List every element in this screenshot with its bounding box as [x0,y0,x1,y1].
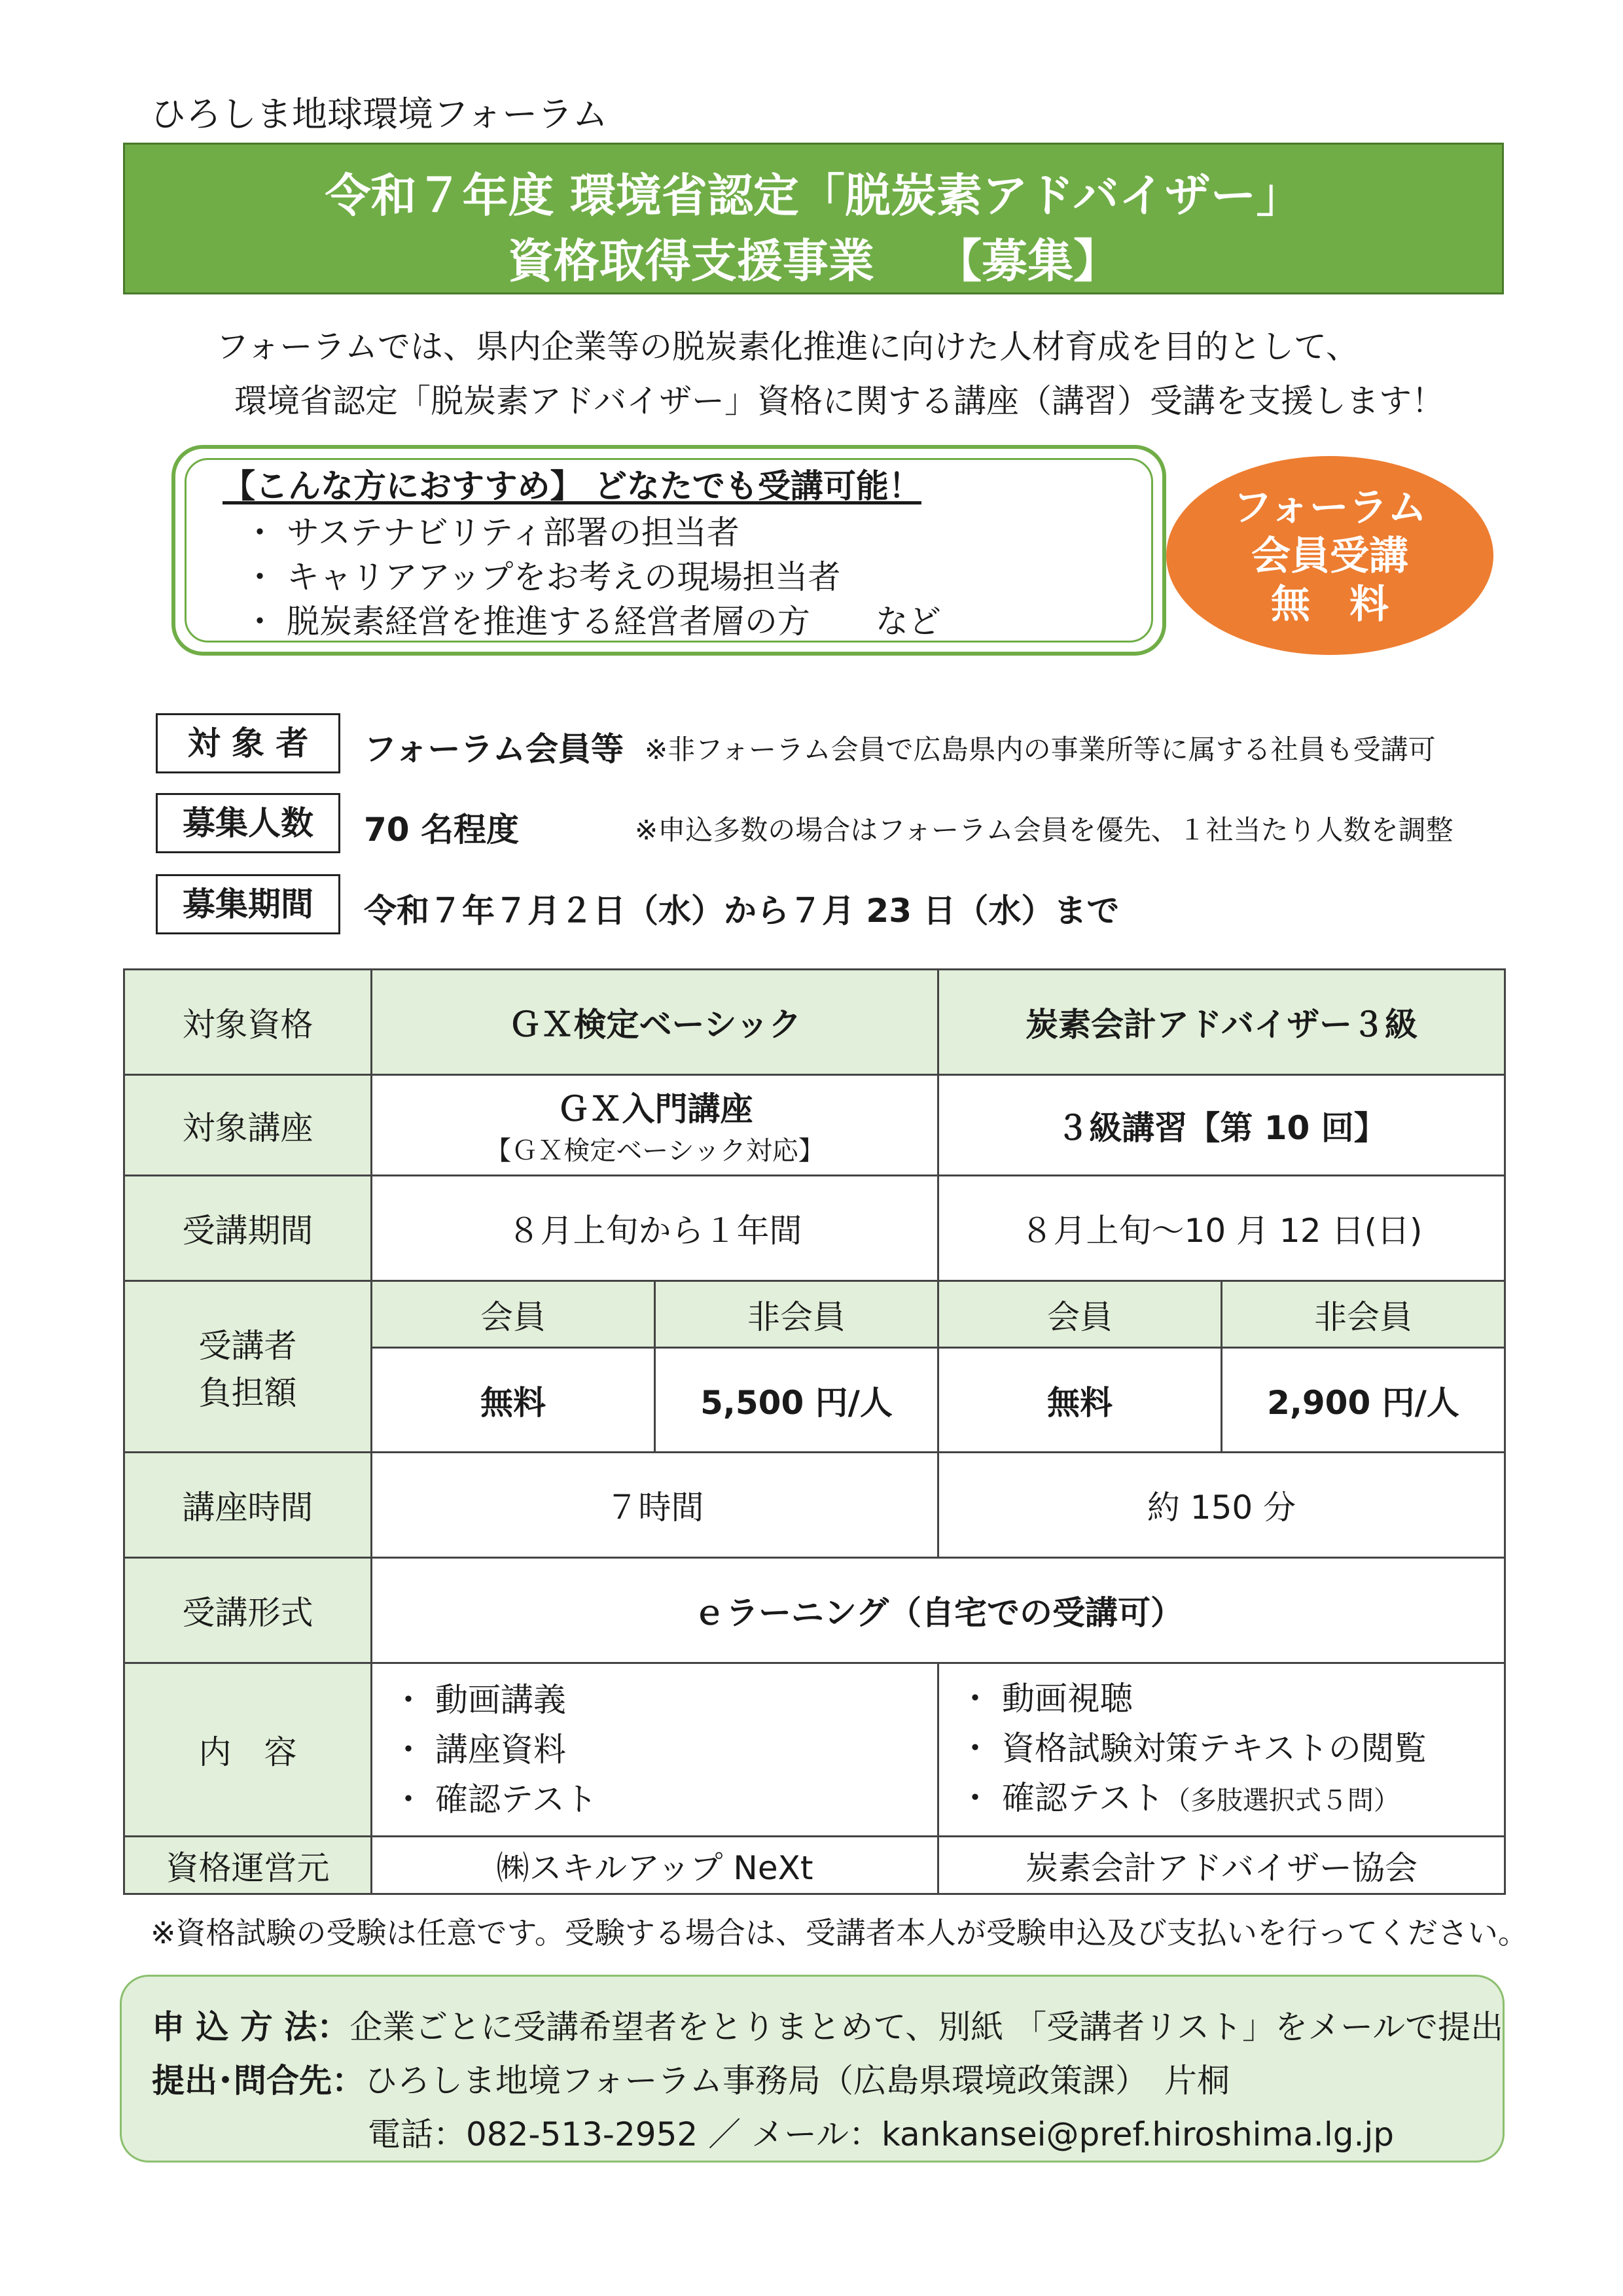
organization-name: ひろしま地球環境フォーラム [151,94,608,135]
fee-label-line-1: 受講者 [198,1326,297,1365]
qualification-b: 炭素会計アドバイザー３級 [938,970,1505,1075]
hours-a: ７時間 [372,1453,938,1558]
content-b [938,1663,1505,1837]
fee-header-nonmember-a: 非会員 [655,1281,938,1348]
target-label: 対 象 者 [156,713,340,773]
recommend-item: ・ サステナビリティ部署の担当者 [243,514,740,552]
format-value: ｅラーニング（自宅での受講可） [372,1558,1505,1663]
content-b-item-main: ・ 確認テスト [959,1779,1164,1817]
table-row [124,970,1505,1075]
member-free-badge [1166,456,1493,655]
row-label-fee [124,1281,372,1453]
target-note: ※非フォーラム会員で広島県内の事業所等に属する社員も受講可 [645,733,1436,766]
apply-contact [152,2055,1230,2102]
qualification-a: ＧＸ検定ベーシック [372,970,938,1075]
content-b-item: ・ 動画視聴 [959,1680,1133,1718]
row-label-course: 対象講座 [124,1075,372,1176]
apply-contact-label: 提出･問合先： [152,2062,365,2100]
intro-line-1: フォーラムでは、県内企業等の脱炭素化推進に向けた人材育成を目的として、 [216,328,1359,366]
table-row [124,1176,1505,1281]
course-a-sub: 【ＧＸ検定ベーシック対応】 [485,1136,825,1166]
course-a-main: ＧＸ入門講座 [556,1090,753,1128]
badge-line-3: 無 料 [1271,582,1389,627]
fee-header-member-a: 会員 [372,1281,655,1348]
table-row [124,1075,1505,1176]
capacity-label: 募集人数 [156,793,340,853]
fee-label-line-2: 負担額 [198,1373,297,1412]
content-b-item-note: （多肢選択式５問） [1164,1786,1400,1816]
row-label-operator: 資格運営元 [124,1837,372,1894]
table-row [124,1281,1505,1348]
course-b: ３級講習【第 10 回】 [938,1075,1505,1176]
content-a-item: ・ 確認テスト [392,1780,597,1818]
operator-b: 炭素会計アドバイザー協会 [938,1837,1505,1894]
apply-contact-value: ひろしま地境フォーラム事務局（広島県環境政策課） 片桐 [365,2062,1230,2100]
apply-phone-mail: 電話：082-513-2952 ／ メール：kankansei@pref.hiroshima.lg.jp [368,2115,1394,2153]
content-b-item: ・ 資格試験対策テキストの閲覧 [959,1729,1427,1767]
table-row [124,1453,1505,1558]
badge-line-1: フォーラム [1232,485,1427,531]
course-table [123,968,1506,1895]
apply-method [152,2001,1503,2048]
fee-a-member: 無料 [372,1348,655,1453]
row-label-duration: 受講期間 [124,1176,372,1281]
apply-method-value: 企業ごとに受講希望者をとりまとめて、別紙 「受講者リスト」をメールで提出 [349,2008,1504,2046]
row-label-hours: 講座時間 [124,1453,372,1558]
content-a [372,1663,938,1837]
capacity-value: 70 名程度 [364,811,519,849]
fee-b-member: 無料 [938,1348,1222,1453]
content-a-item: ・ 動画講義 [392,1681,566,1719]
duration-a: ８月上旬から１年間 [372,1176,938,1281]
fee-a-nonmember: 5,500 円/人 [655,1348,938,1453]
fee-header-member-b: 会員 [938,1281,1222,1348]
recommend-heading: 【こんな方におすすめ】 どなたでも受講可能！ [223,467,921,505]
row-label-qualification: 対象資格 [124,970,372,1075]
operator-a: ㈱スキルアップ NeXt [372,1837,938,1894]
row-label-content: 内 容 [124,1663,372,1837]
row-label-format: 受講形式 [124,1558,372,1663]
capacity-note: ※申込多数の場合はフォーラム会員を優先、１社当たり人数を調整 [635,814,1454,846]
content-a-item: ・ 講座資料 [392,1731,566,1769]
recommend-item: ・ 脱炭素経営を推進する経営者層の方 など [243,603,941,641]
content-b-item [959,1773,1504,1826]
recommend-item: ・ キャリアアップをお考えの現場担当者 [243,558,841,596]
intro-line-2: 環境省認定「脱炭素アドバイザー」資格に関する講座（講習）受講を支援します！ [234,382,1444,420]
badge-line-2: 会員受講 [1251,533,1408,579]
period-label: 募集期間 [156,874,340,934]
fee-header-nonmember-b: 非会員 [1222,1281,1505,1348]
hours-b: 約 150 分 [938,1453,1505,1558]
table-row [124,1558,1505,1663]
apply-method-label: 申 込 方 法： [152,2008,350,2046]
duration-b: ８月上旬～10 月 12 日(日) [938,1176,1505,1281]
exam-footnote: ※資格試験の受験は任意です。受験する場合は、受講者本人が受験申込及び支払いを行ってください。 [151,1915,1528,1951]
table-row [124,1663,1505,1837]
table-row [124,1837,1505,1894]
period-value: 令和７年７月２日（水）から７月 23 日（水）まで [364,892,1120,930]
title-line-2: 資格取得支援事業 【募集】 [507,234,1120,288]
title-banner [123,143,1504,294]
fee-b-nonmember: 2,900 円/人 [1222,1348,1505,1453]
course-a [372,1075,938,1176]
title-line-1: 令和７年度 環境省認定「脱炭素アドバイザー」 [325,169,1302,222]
target-value: フォーラム会員等 [364,730,624,768]
